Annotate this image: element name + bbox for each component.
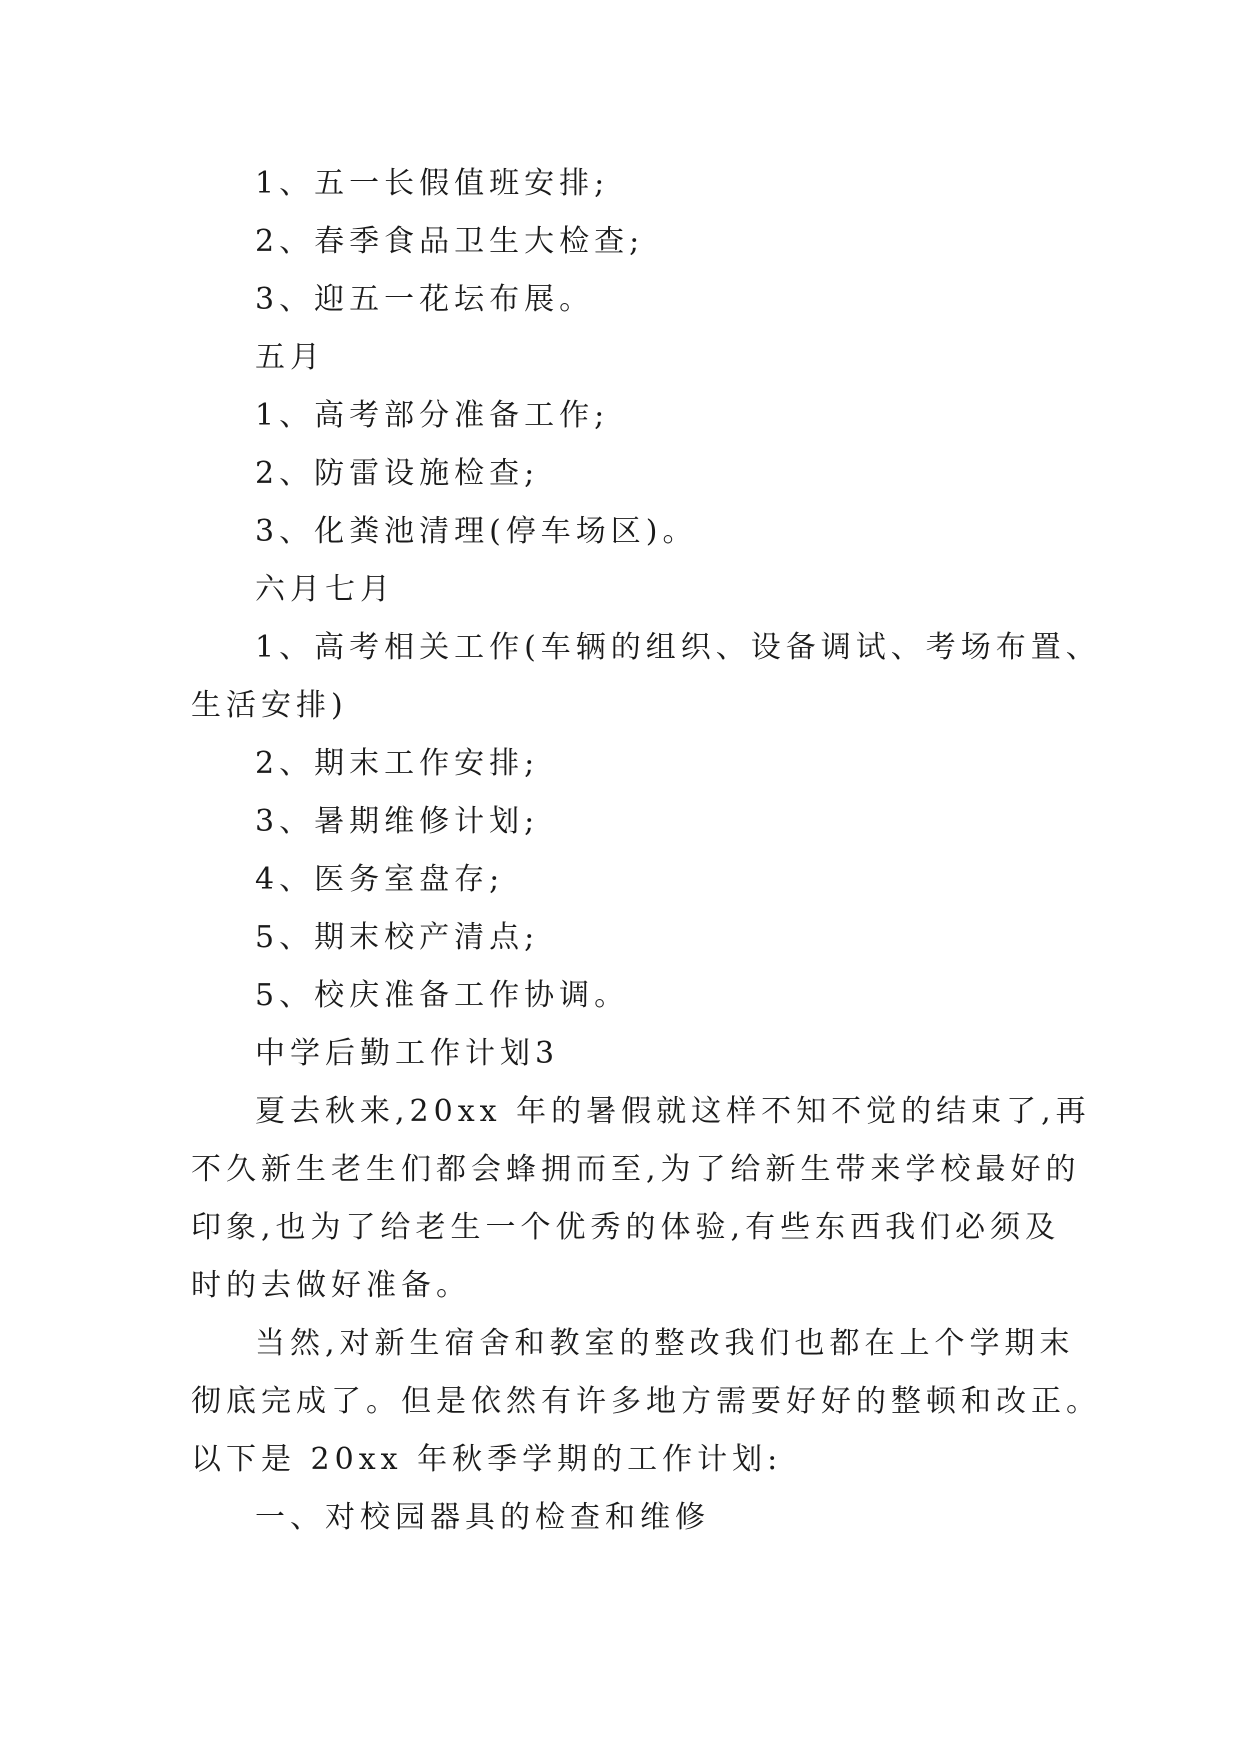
list-item: 1、五一长假值班安排;	[255, 166, 610, 201]
list-item: 3、暑期维修计划;	[255, 804, 540, 839]
list-item: 3、化粪池清理(停车场区)。	[255, 514, 698, 549]
section-heading: 五月	[255, 340, 325, 375]
list-item: 5、期末校产清点;	[255, 920, 540, 955]
section-heading: 一、对校园器具的检查和维修	[255, 1500, 710, 1535]
list-item: 2、春季食品卫生大检查;	[255, 224, 645, 259]
paragraph-line: 时的去做好准备。	[191, 1268, 471, 1303]
list-item: 4、医务室盘存;	[255, 862, 505, 897]
list-item: 2、防雷设施检查;	[255, 456, 540, 491]
paragraph-line: 以下是 20xx 年秋季学期的工作计划:	[191, 1442, 783, 1477]
paragraph-line: 彻底完成了。但是依然有许多地方需要好好的整顿和改正。	[191, 1384, 1101, 1419]
paragraph-line: 当然,对新生宿舍和教室的整改我们也都在上个学期末	[255, 1326, 1075, 1361]
list-item-continuation: 生活安排)	[191, 688, 348, 723]
paragraph-line: 印象,也为了给老生一个优秀的体验,有些东西我们必须及	[191, 1210, 1061, 1245]
list-item: 2、期末工作安排;	[255, 746, 540, 781]
paragraph-line: 不久新生老生们都会蜂拥而至,为了给新生带来学校最好的	[191, 1152, 1081, 1187]
list-item: 1、高考相关工作(车辆的组织、设备调试、考场布置、	[255, 630, 1101, 665]
document-title: 中学后勤工作计划3	[255, 1036, 560, 1071]
section-heading: 六月七月	[255, 572, 395, 607]
list-item: 1、高考部分准备工作;	[255, 398, 610, 433]
list-item: 3、迎五一花坛布展。	[255, 282, 595, 317]
paragraph-line: 夏去秋来,20xx 年的暑假就这样不知不觉的结束了,再	[255, 1094, 1091, 1129]
list-item: 5、校庆准备工作协调。	[255, 978, 630, 1013]
